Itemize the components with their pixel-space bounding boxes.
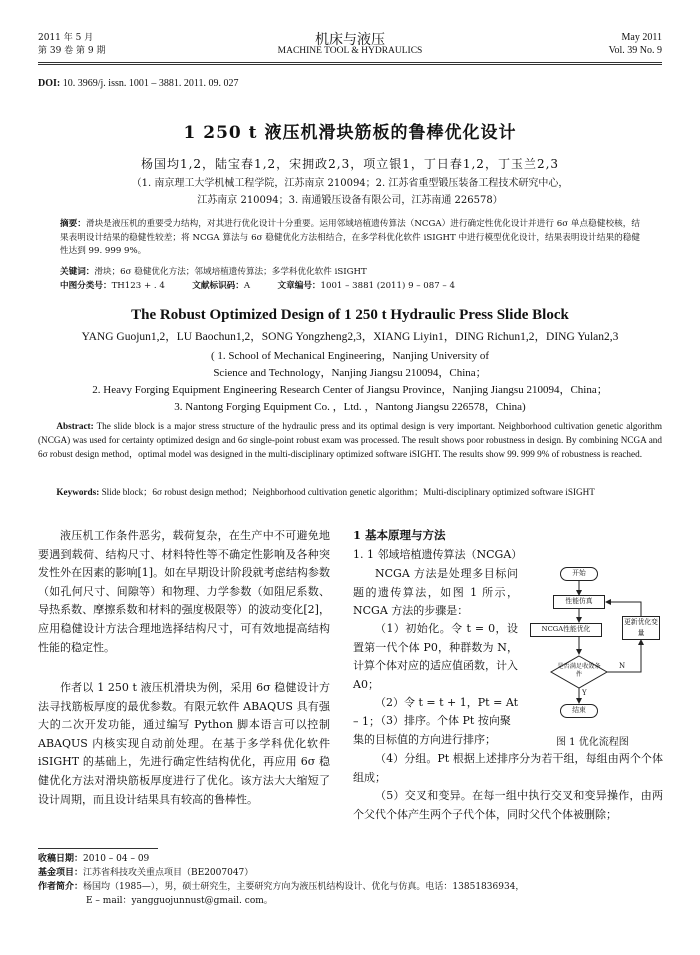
header-rule-2	[38, 64, 662, 65]
keywords-cn	[60, 266, 640, 280]
keywords-en-label: Keywords:	[56, 487, 100, 497]
header-rule	[38, 62, 662, 63]
keywords-en	[38, 485, 662, 499]
doi-value: 10. 3969/j. issn. 1001 – 3881. 2011. 09. 027	[62, 78, 239, 89]
header-date-en: May 2011	[621, 32, 662, 43]
bio-value: 杨国均（1985—），男，硕士研究生，主要研究方向为液压机结构设计、优化与仿真。电话：13851836934，	[83, 882, 525, 892]
abstract-cn-label: 摘要：	[60, 219, 86, 229]
author-bio	[38, 881, 662, 894]
flowchart	[527, 562, 667, 730]
figure-1-caption: 图 1 优化流程图	[556, 737, 629, 748]
flowchart-yes-label: Y	[582, 689, 587, 697]
abstract-en	[38, 419, 662, 461]
classification-line	[60, 280, 640, 294]
abstract-cn-text: 滑块是液压机的重要受力结构，对其进行优化设计十分重要。运用邻域培植遗传算法（NCGA）进行确定性优化设计并进行 6σ 单点稳健校核，结果表明设计结果的稳健性较差；将 NCGA 算法与 6σ 稳健优化方法相结合，在多学科优化软件 iSIGHT 中进行模型优化设计，结果表明设计结果的稳健性达到 99. 999 9%。	[60, 219, 640, 256]
step-3-part-a: （3）排序。个体 Pt 按向聚	[375, 714, 511, 727]
header-issue: 第 39 卷 第 9 期	[38, 46, 106, 56]
affiliation-en-line4: 3. Nantong Forging Equipment Co. ，Ltd. ，Nantong Jiangsu 226578，China)	[174, 401, 526, 413]
abstract-cn	[60, 218, 640, 259]
fund-info	[38, 867, 253, 880]
footnote-rule	[38, 848, 158, 849]
article-no-value: 1001 – 3881 (2011) 9 – 087 – 4	[320, 281, 455, 291]
section-1-heading: 1 基本原理与方法	[353, 528, 446, 542]
body-left-paragraph-2: 作者以 1 250 t 液压机滑块为例，采用 6σ 稳健设计方法寻找筋板厚度的最优参数。有限元软件 ABAQUS 具有强大的二次开发功能，通过编写 Python 脚本语言可以控制 ABAQUS 内核实现自动前处理。在基于多学科优化软件 iSIGHT 的基础上，先进行确定性结构优化，再应用 6σ 稳健优化方法对滑块筋板厚度进行了优化。该方法大大缩短了设计周期，而且设计结果具有较高的鲁棒性。	[38, 681, 330, 806]
title-cn: 1 250 t 液压机滑块筋板的鲁棒优化设计	[183, 123, 517, 143]
doi	[38, 78, 238, 89]
ncga-intro: NCGA 方法是处理多目标问题的遗传算法，如图 1 所示，NCGA 方法的步骤是：	[353, 567, 518, 618]
affiliation-en-line1: ( 1. School of Mechanical Engineering，Nanjing University of	[211, 350, 489, 362]
received-value: 2010 – 04 – 09	[83, 854, 150, 864]
abstract-en-text: The slide block is a major stress structure of the hydraulic press and its optimal design is very important. Neighborhood cultivation genetic algorithm (NCGA) was used for certainty optimized design and 6σ single-point robust exam was processed. The result shows poor robustness in design. By combining NCGA and 6σ robust design method，optimal model was designed in the multi-disciplinary optimized software iSIGHT. The results show 99. 999 9% of robustness is reached.	[38, 421, 662, 459]
clc-label: 中图分类号：	[60, 281, 112, 291]
author-email: E – mail：yangguojunnust@gmail. com。	[86, 896, 273, 906]
fund-label: 基金项目：	[38, 868, 84, 878]
flowchart-convergence-condition: 是否满足收敛条件	[557, 663, 601, 678]
flowchart-performance-simulation: 性能仿真	[553, 595, 605, 609]
step-5: （5）交叉和变异。在每一组中执行交叉和变异操作，由两个父代个体产生两个子代个体，同时父代个体被删除；	[353, 789, 663, 821]
keywords-cn-label: 关键词：	[60, 267, 95, 277]
step-1: （1）初始化。令 t = 0，设置第一代个体 P0，种群数为 N，计算个体对应的适应值函数，计入 A0；	[353, 622, 518, 691]
step-2: （2）令 t = t + 1，Pt = At – 1；	[353, 696, 518, 728]
abstract-en-label: Abstract:	[56, 421, 94, 431]
doi-label: DOI:	[38, 78, 61, 89]
bio-label: 作者简介：	[38, 882, 84, 892]
affiliation-cn-line1: （1. 南京理工大学机械工程学院，江苏南京 210094；2. 江苏省重型锻压装备工程技术研究中心，	[131, 178, 569, 189]
flowchart-connectors	[527, 562, 667, 730]
received-label: 收稿日期：	[38, 854, 84, 864]
keywords-cn-text: 滑块；6σ 稳健优化方法；邻域培植遗传算法；多学科优化软件 iSIGHT	[94, 267, 367, 277]
flowchart-ncga-optimization: NCGA性能优化	[530, 623, 602, 637]
journal-title-cn: 机床与液压	[315, 32, 385, 48]
flowchart-no-label: N	[619, 662, 626, 670]
flowchart-end: 结束	[560, 704, 598, 718]
header-year: 2011 年 5 月	[38, 33, 94, 43]
clc-value: TH123 + . 4	[111, 281, 165, 291]
journal-title-en: MACHINE TOOL & HYDRAULICS	[277, 46, 423, 56]
step-4: （4）分组。Pt 根据上述排序分为若干组，每组由两个个体组成；	[353, 752, 663, 784]
header-volume-en: Vol. 39 No. 9	[608, 45, 662, 56]
affiliation-cn-line2: 江苏南京 210094；3. 南通锻压设备有限公司，江苏南通 226578）	[197, 195, 503, 206]
doc-code-label: 文献标识码：	[192, 281, 244, 291]
authors-en: YANG Guojun1,2，LU Baochun1,2，SONG Yongzheng2,3，XIANG Liyin1，DING Richun1,2，DING Yulan2,3	[81, 331, 619, 343]
received-date	[38, 853, 149, 866]
section-1-1-heading: 1. 1 邻域培植遗传算法（NCGA）	[353, 548, 523, 561]
keywords-en-text: Slide block；6σ robust design method；Neighborhood cultivation genetic algorithm；Multi-disciplinary optimized software iSIGHT	[101, 487, 595, 497]
title-en: The Robust Optimized Design of 1 250 t Hydraulic Press Slide Block	[131, 307, 569, 323]
authors-cn: 杨国均1,2，陆宝春1,2，宋拥政2,3，项立银1，丁日春1,2，丁玉兰2,3	[140, 157, 560, 171]
flowchart-update-variables: 更新优化变量	[622, 616, 660, 640]
flowchart-start: 开始	[560, 567, 598, 581]
fund-value: 江苏省科技攻关重点项目（BE2007047）	[83, 868, 254, 878]
body-left-paragraph-1: 液压机工作条件恶劣，载荷复杂，在生产中不可避免地要遇到载荷、结构尺寸、材料特性等不确定性影响及各种突发性外在因素的影响[1]。如在早期设计阶段就考虑结构参数（如孔何尺寸、间隙等）和物理、力学参数（如阻尼系数、导热系数、摩擦系数和材料的强度极限等）的波动变化[2]，应用稳健设计方法合理地选择结构尺寸，可有效地提高结构性能的稳定性。	[38, 529, 330, 654]
step-3-part-b: 集的目标值的方向进行排序；	[353, 733, 496, 746]
doc-code-value: A	[243, 281, 251, 291]
affiliation-en-line3: 2. Heavy Forging Equipment Engineering Research Center of Jiangsu Province，Nanjing Jiangsu 210094，China；	[92, 384, 608, 396]
affiliation-en-line2: Science and Technology，Nanjing Jiangsu 210094，China；	[213, 367, 487, 379]
article-no-label: 文章编号：	[277, 281, 321, 291]
